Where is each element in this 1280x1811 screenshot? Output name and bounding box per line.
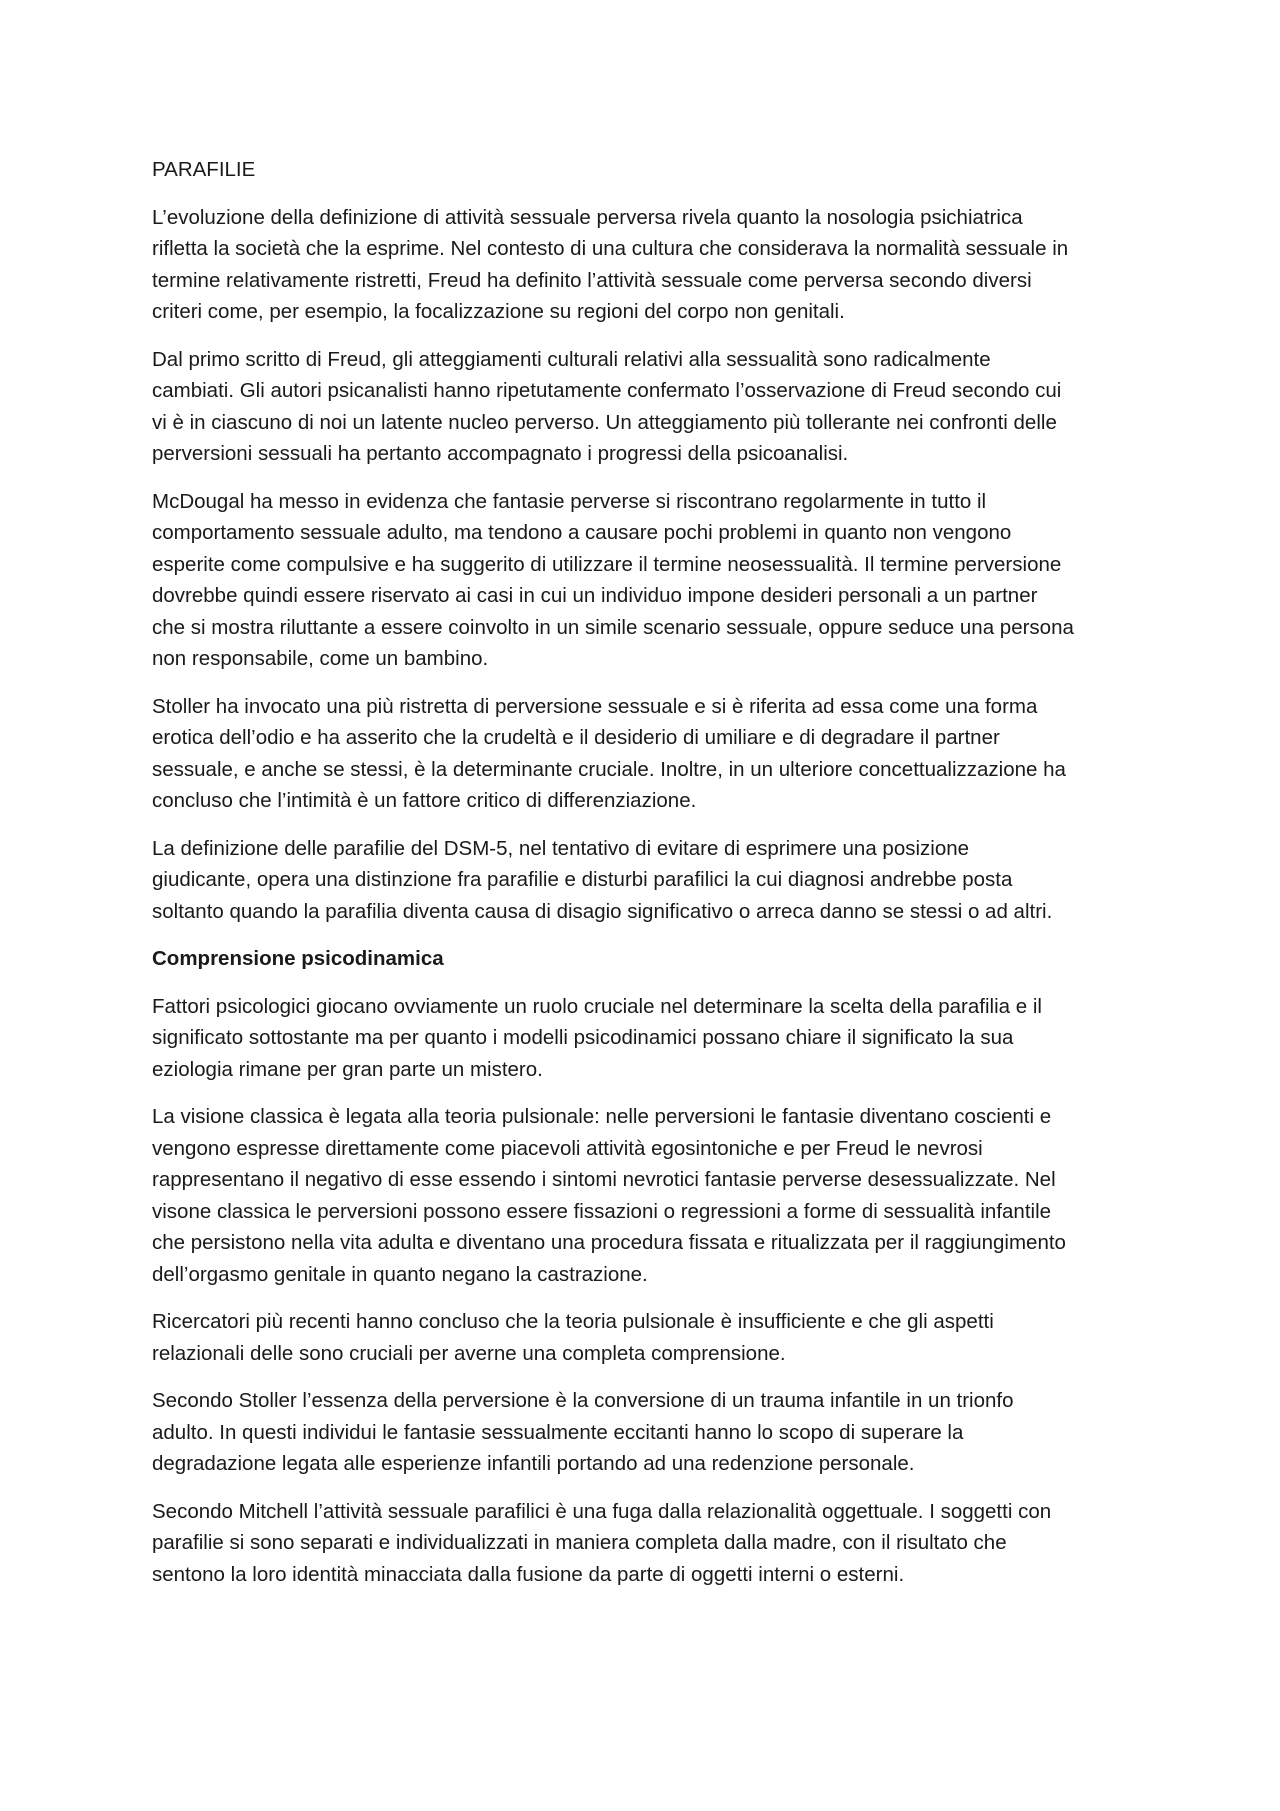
paragraph-line: dovrebbe quindi essere riservato ai casi in cui un individuo impone desideri personali a un partner: [152, 584, 1038, 607]
paragraph-line: comportamento sessuale adulto, ma tendono a causare pochi problemi in quanto non vengono: [152, 521, 1012, 544]
paragraph-line: eziologia rimane per gran parte un mistero.: [152, 1057, 543, 1081]
paragraph-line: adulto. In questi individui le fantasie sessualmente eccitanti hanno lo scopo di superare la: [152, 1420, 964, 1444]
paragraph-line: visone classica le perversioni possono essere fissazioni o regressioni a forme di sessualità infantile: [152, 1199, 1052, 1223]
paragraph-line: Secondo Mitchell l’attività sessuale parafilici è una fuga dalla relazionalità oggettuale. I soggetti con: [152, 1499, 1052, 1523]
paragraph-line: sessuale, e anche se stessi, è la determinante cruciale. Inoltre, in un ulteriore concettualizzazione ha: [152, 757, 1066, 781]
paragraph-line: La visione classica è legata alla teoria pulsionale: nelle perversioni le fantasie diventano coscienti e: [152, 1105, 1052, 1128]
intro-paragraphs: [152, 202, 1144, 928]
paragraph-line: rifletta la società che la esprime. Nel contesto di una cultura che considerava la normalità sessuale in: [152, 237, 1069, 260]
paragraph: [152, 1306, 1144, 1369]
paragraph-line: giudicante, opera una distinzione fra parafilie e disturbi parafilici la cui diagnosi andrebbe posta: [152, 868, 1013, 891]
paragraph-line: esperite come compulsive e ha suggerito di utilizzare il termine neosessualità. Il termine perversione: [152, 552, 1062, 576]
paragraph-line: significato sottostante ma per quanto i modelli psicodinamici possano chiare il significato la sua: [152, 1026, 1014, 1049]
paragraph: [152, 1496, 1144, 1591]
paragraph: [152, 991, 1144, 1086]
paragraph-line: Dal primo scritto di Freud, gli atteggiamenti culturali relativi alla sessualità sono radicalmente: [152, 347, 991, 371]
paragraph-line: erotica dell’odio e ha asserito che la crudeltà e il desiderio di umiliare e di degradare il partner: [152, 726, 1000, 749]
paragraph-line: sentono la loro identità minacciata dalla fusione da parte di oggetti interni o esterni.: [152, 1562, 905, 1586]
paragraph-line: concluso che l’intimità è un fattore critico di differenziazione.: [152, 789, 697, 812]
paragraph: [152, 833, 1144, 928]
paragraph-line: vengono espresse direttamente come piacevoli attività egosintoniche e per Freud le nevrosi: [152, 1136, 983, 1160]
paragraph: [152, 1385, 1144, 1480]
paragraph-line: McDougal ha messo in evidenza che fantasie perverse si riscontrano regolarmente in tutto il: [152, 489, 987, 513]
paragraph: [152, 1101, 1144, 1290]
paragraph: [152, 691, 1144, 817]
paragraph-line: vi è in ciascuno di noi un latente nucleo perverso. Un atteggiamento più tollerante nei confronti delle: [152, 410, 1057, 434]
paragraph-line: non responsabile, come un bambino.: [152, 647, 489, 670]
paragraph-line: parafilie si sono separati e individualizzati in maniera completa dalla madre, con il risultato che: [152, 1531, 1007, 1554]
section-heading: Comprensione psicodinamica: [152, 947, 444, 970]
paragraph-line: rappresentano il negativo di esse essendo i sintomi nevrotici fantasie perverse desessualizzate. Nel: [152, 1168, 1056, 1191]
section-paragraphs: [152, 991, 1144, 1591]
paragraph-line: criteri come, per esempio, la focalizzazione su regioni del corpo non genitali.: [152, 300, 845, 323]
paragraph-line: La definizione delle parafilie del DSM-5, nel tentativo di evitare di esprimere una posizione: [152, 836, 970, 860]
paragraph-line: Secondo Stoller l’essenza della perversione è la conversione di un trauma infantile in un trionfo: [152, 1389, 1014, 1412]
paragraph-line: soltanto quando la parafilia diventa causa di disagio significativo o arreca danno se stessi o ad altri.: [152, 899, 1053, 923]
paragraph: [152, 486, 1144, 675]
document-title: PARAFILIE: [152, 158, 256, 181]
paragraph-line: Stoller ha invocato una più ristretta di perversione sessuale e si è riferita ad essa come una forma: [152, 694, 1038, 718]
paragraph-line: che si mostra riluttante a essere coinvolto in un simile scenario sessuale, oppure seduce una persona: [152, 615, 1074, 639]
paragraph-line: cambiati. Gli autori psicanalisti hanno ripetutamente confermato l’osservazione di Freud secondo cui: [152, 379, 1062, 402]
paragraph: [152, 202, 1144, 328]
paragraph-line: Ricercatori più recenti hanno concluso che la teoria pulsionale è insufficiente e che gli aspetti: [152, 1310, 994, 1333]
paragraph: [152, 344, 1144, 470]
paragraph-line: degradazione legata alle esperienze infantili portando ad una redenzione personale.: [152, 1452, 915, 1475]
paragraph-line: termine relativamente ristretti, Freud ha definito l’attività sessuale come perversa secondo diversi: [152, 268, 1032, 292]
paragraph-line: L’evoluzione della definizione di attività sessuale perversa rivela quanto la nosologia psichiatrica: [152, 205, 1023, 229]
paragraph-line: che persistono nella vita adulta e diventano una procedura fissata e ritualizzata per il raggiungimento: [152, 1231, 1066, 1254]
paragraph-line: relazionali delle sono cruciali per averne una completa comprensione.: [152, 1341, 786, 1365]
document-body: [152, 154, 1144, 1606]
paragraph-line: Fattori psicologici giocano ovviamente un ruolo cruciale nel determinare la scelta della parafilia e il: [152, 994, 1042, 1018]
paragraph-line: dell’orgasmo genitale in quanto negano la castrazione.: [152, 1262, 648, 1286]
paragraph-line: perversioni sessuali ha pertanto accompagnato i progressi della psicoanalisi.: [152, 442, 849, 465]
